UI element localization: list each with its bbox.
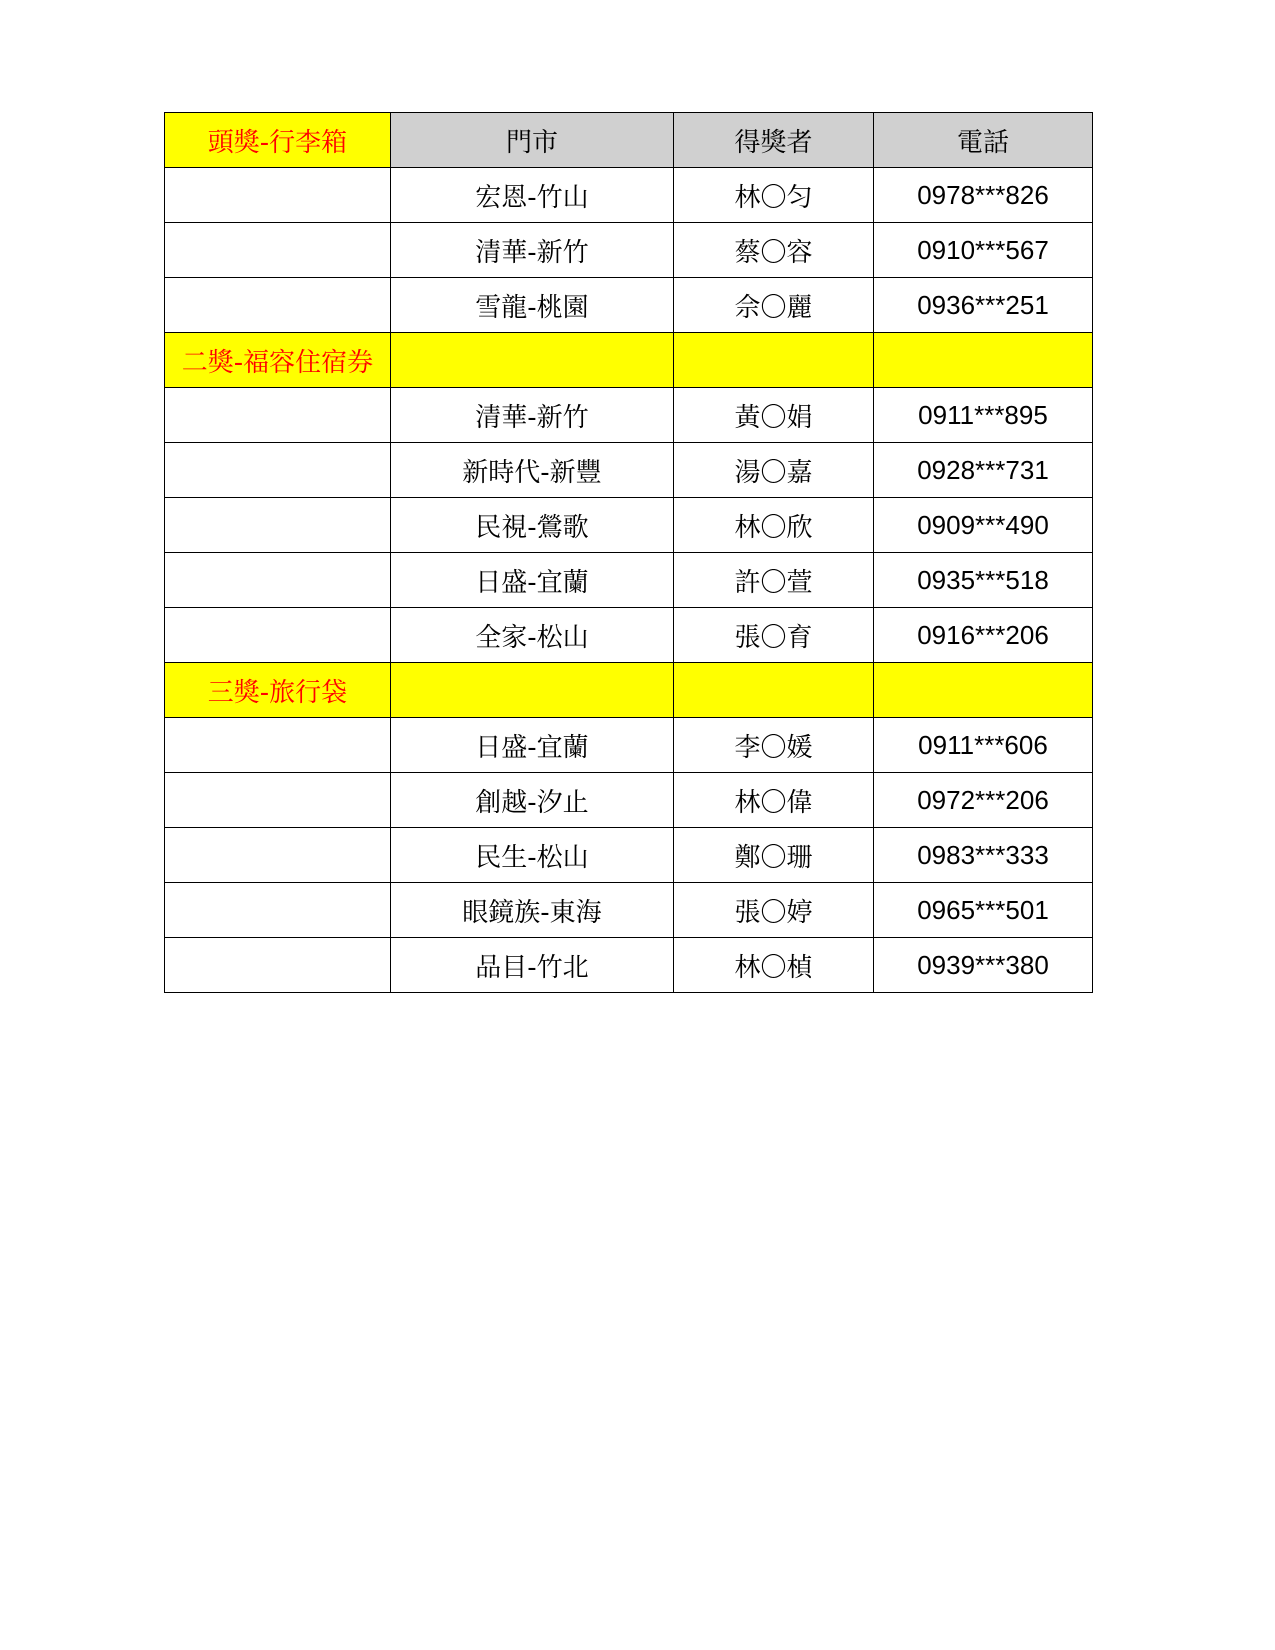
- prize-header-row: [165, 663, 1093, 718]
- table-row: [165, 498, 1093, 553]
- winner-cell: 黃〇娟: [674, 388, 874, 443]
- column-header-phone: 電話: [874, 113, 1093, 168]
- prize-cell-empty: [165, 388, 391, 443]
- prize-cell-empty: [165, 718, 391, 773]
- phone-cell: 0909***490: [874, 498, 1093, 553]
- phone-cell: 0936***251: [874, 278, 1093, 333]
- store-cell: 雪龍-桃園: [391, 278, 674, 333]
- prize-band-fill: [674, 333, 874, 388]
- winner-cell: 蔡〇容: [674, 223, 874, 278]
- winner-cell: 許〇萱: [674, 553, 874, 608]
- store-cell: 清華-新竹: [391, 223, 674, 278]
- store-cell: 民視-鶯歌: [391, 498, 674, 553]
- winner-cell: 鄭〇珊: [674, 828, 874, 883]
- table-row: [165, 388, 1093, 443]
- table-row: [165, 223, 1093, 278]
- prize-cell-empty: [165, 223, 391, 278]
- table-row: [165, 553, 1093, 608]
- winner-cell: 林〇匀: [674, 168, 874, 223]
- phone-cell: 0983***333: [874, 828, 1093, 883]
- store-cell: 日盛-宜蘭: [391, 718, 674, 773]
- prize-cell-empty: [165, 168, 391, 223]
- prize-cell-empty: [165, 828, 391, 883]
- table-row: [165, 278, 1093, 333]
- prize-cell-empty: [165, 773, 391, 828]
- store-cell: 清華-新竹: [391, 388, 674, 443]
- phone-cell: 0910***567: [874, 223, 1093, 278]
- prize-cell-empty: [165, 278, 391, 333]
- winner-cell: 張〇育: [674, 608, 874, 663]
- prize-band-fill: [674, 663, 874, 718]
- prize-label: 三獎-旅行袋: [165, 663, 391, 718]
- store-cell: 眼鏡族-東海: [391, 883, 674, 938]
- winner-cell: 林〇偉: [674, 773, 874, 828]
- prize-label: 二獎-福容住宿券: [165, 333, 391, 388]
- prize-cell-empty: [165, 938, 391, 993]
- winner-cell: 佘〇麗: [674, 278, 874, 333]
- prize-band-fill: [874, 663, 1093, 718]
- phone-cell: 0972***206: [874, 773, 1093, 828]
- table-row: [165, 828, 1093, 883]
- phone-cell: 0939***380: [874, 938, 1093, 993]
- prize-header-row: [165, 333, 1093, 388]
- prize-label: 頭獎-行李箱: [165, 113, 391, 168]
- phone-cell: 0911***895: [874, 388, 1093, 443]
- prize-header-row: [165, 113, 1093, 168]
- table-row: [165, 883, 1093, 938]
- prize-cell-empty: [165, 498, 391, 553]
- winner-cell: 林〇欣: [674, 498, 874, 553]
- prize-cell-empty: [165, 608, 391, 663]
- table-row: [165, 938, 1093, 993]
- store-cell: 民生-松山: [391, 828, 674, 883]
- prize-band-fill: [874, 333, 1093, 388]
- phone-cell: 0916***206: [874, 608, 1093, 663]
- store-cell: 創越-汐止: [391, 773, 674, 828]
- prize-band-fill: [391, 663, 674, 718]
- winner-cell: 林〇楨: [674, 938, 874, 993]
- store-cell: 宏恩-竹山: [391, 168, 674, 223]
- table-row: [165, 718, 1093, 773]
- table-row: [165, 168, 1093, 223]
- phone-cell: 0965***501: [874, 883, 1093, 938]
- table-row: [165, 608, 1093, 663]
- phone-cell: 0935***518: [874, 553, 1093, 608]
- store-cell: 全家-松山: [391, 608, 674, 663]
- column-header-store: 門市: [391, 113, 674, 168]
- winner-cell: 李〇媛: [674, 718, 874, 773]
- prize-cell-empty: [165, 443, 391, 498]
- table-row: [165, 443, 1093, 498]
- prize-cell-empty: [165, 553, 391, 608]
- column-header-winner: 得獎者: [674, 113, 874, 168]
- store-cell: 日盛-宜蘭: [391, 553, 674, 608]
- phone-cell: 0978***826: [874, 168, 1093, 223]
- winner-cell: 湯〇嘉: [674, 443, 874, 498]
- store-cell: 品目-竹北: [391, 938, 674, 993]
- store-cell: 新時代-新豐: [391, 443, 674, 498]
- prize-cell-empty: [165, 883, 391, 938]
- table-row: [165, 773, 1093, 828]
- winners-table: [164, 112, 1093, 993]
- phone-cell: 0928***731: [874, 443, 1093, 498]
- prize-band-fill: [391, 333, 674, 388]
- phone-cell: 0911***606: [874, 718, 1093, 773]
- winner-cell: 張〇婷: [674, 883, 874, 938]
